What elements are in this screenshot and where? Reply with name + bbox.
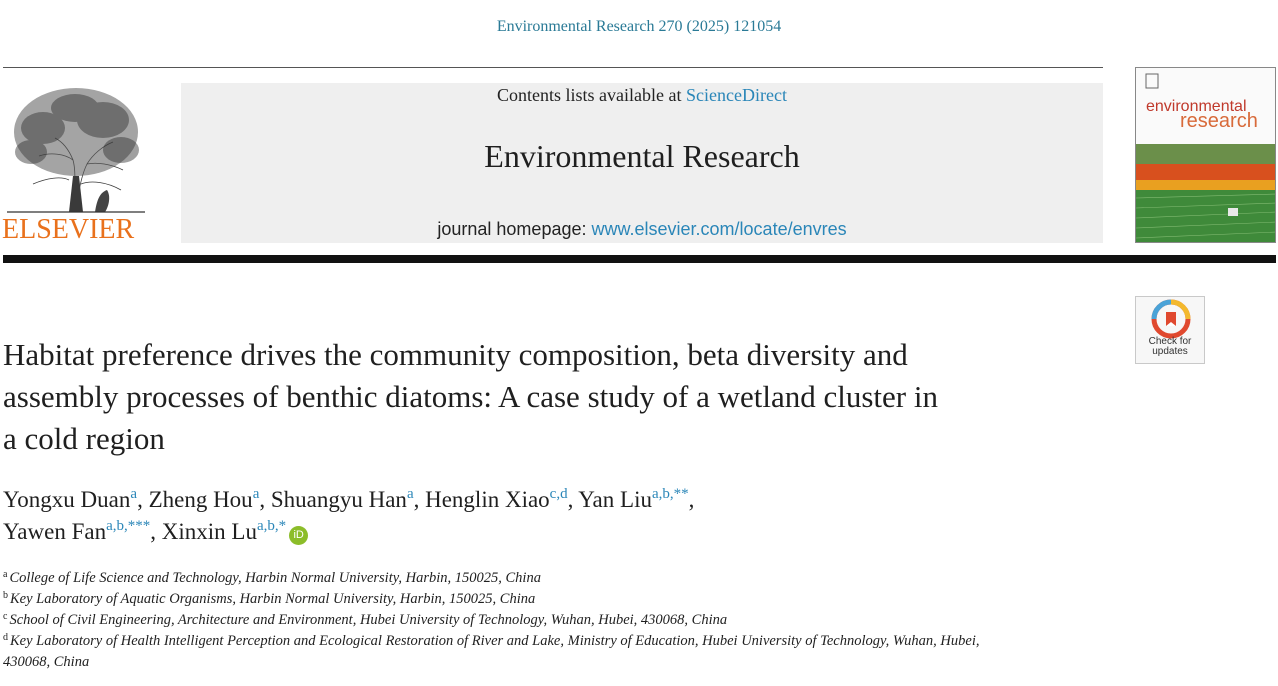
journal-cover[interactable] — [1135, 67, 1276, 243]
author-affiliation-mark[interactable]: a — [252, 486, 260, 502]
crossmark-line1: Check for — [1148, 336, 1192, 347]
affiliation-text: School of Civil Engineering, Architecture and Environment, Hubei University of Technology, Wuhan, Hubei, 430068, China — [9, 612, 728, 628]
crossmark-label — [1136, 337, 1204, 357]
affiliation-text: Key Laboratory of Health Intelligent Perception and Ecological Restoration of River and Lake, Ministry of Education, Hubei University of Technology, Wuhan, Hubei, — [10, 633, 980, 649]
homepage-link[interactable]: www.elsevier.com/locate/envres — [591, 219, 847, 239]
journal-title: Environmental Research — [484, 138, 800, 174]
affiliation-mark: c — [3, 611, 8, 622]
author-line: Yawen Fan$^{a,b,***}$, Xinxin $Lu^{a,b,*}iD$ — [3, 516, 1113, 548]
article-title-line: a cold region — [3, 421, 165, 456]
affiliation-item — [3, 568, 1113, 589]
homepage-prefix: journal homepage: — [437, 219, 587, 239]
affiliation-item — [3, 610, 1113, 631]
author-affiliation-mark[interactable]: c,d — [549, 486, 568, 502]
journal-citation: Environmental Research 270 (2025) 121054 — [496, 18, 782, 35]
article-title-line: Habitat preference drives the community composition, beta diversity and — [3, 337, 908, 372]
affiliation-mark: a — [3, 569, 8, 580]
journal-banner — [181, 83, 1103, 243]
author-name[interactable]: Yan Liu — [578, 487, 652, 512]
author-affiliation-mark[interactable]: a — [130, 486, 138, 502]
author-name[interactable]: Xinxin Lu — [161, 519, 257, 544]
header-thick-rule — [3, 255, 1276, 263]
crossmark-icon — [1151, 299, 1191, 339]
check-for-updates-button[interactable] — [1135, 296, 1205, 364]
affiliation-list — [3, 568, 1113, 673]
author-name[interactable]: Henglin Xiao — [425, 487, 550, 512]
author-name[interactable]: Zheng Hou — [148, 487, 253, 512]
author-affiliation-mark[interactable]: a,b,** — [651, 486, 689, 502]
affiliation-text: Key Laboratory of Aquatic Organisms, Harbin Normal University, Harbin, 150025, China — [10, 591, 536, 607]
article-title-line: assembly processes of benthic diatoms: A case study of a wetland cluster in — [3, 379, 938, 414]
journal-homepage — [181, 219, 1103, 240]
article-title — [3, 334, 1113, 460]
author-name[interactable]: Shuangyu Han — [270, 487, 407, 512]
author-line: Yongxu Duan$^a$, Zheng Hou$^a$, Shuangyu Han$^a$, Henglin Xiao$^{c,d}$, Yan Liu$^{a,b,**}$, — [3, 486, 695, 512]
author-name[interactable]: Yawen Fan — [3, 519, 107, 544]
author-affiliation-mark[interactable]: a,b,* — [256, 518, 287, 534]
affiliation-item — [3, 589, 1113, 610]
cover-title-environmental: environmental — [1146, 98, 1247, 115]
contents-availability — [181, 85, 1103, 106]
header-rule — [3, 67, 1103, 68]
author-affiliation-mark[interactable]: a,b,*** — [106, 518, 151, 534]
affiliation-continuation: 430068, China — [3, 654, 90, 670]
affiliation-mark: d — [3, 632, 8, 643]
contents-prefix: Contents lists available at — [497, 85, 682, 105]
sciencedirect-link[interactable]: ScienceDirect — [686, 85, 787, 105]
author-affiliation-mark[interactable]: a — [406, 486, 414, 502]
cover-title-research: research — [1180, 110, 1258, 132]
orcid-icon[interactable]: iD — [289, 526, 308, 545]
author-name[interactable]: Yongxu Duan — [3, 487, 131, 512]
cover-artwork — [1136, 68, 1276, 243]
affiliation-item — [3, 631, 1113, 652]
elsevier-wordmark: ELSEVIER — [2, 214, 135, 245]
crossmark-line2: updates — [1152, 346, 1188, 357]
affiliation-text: College of Life Science and Technology, Harbin Normal University, Harbin, 150025, China — [9, 570, 541, 586]
affiliation-mark: b — [3, 590, 8, 601]
author-list — [3, 484, 1113, 548]
